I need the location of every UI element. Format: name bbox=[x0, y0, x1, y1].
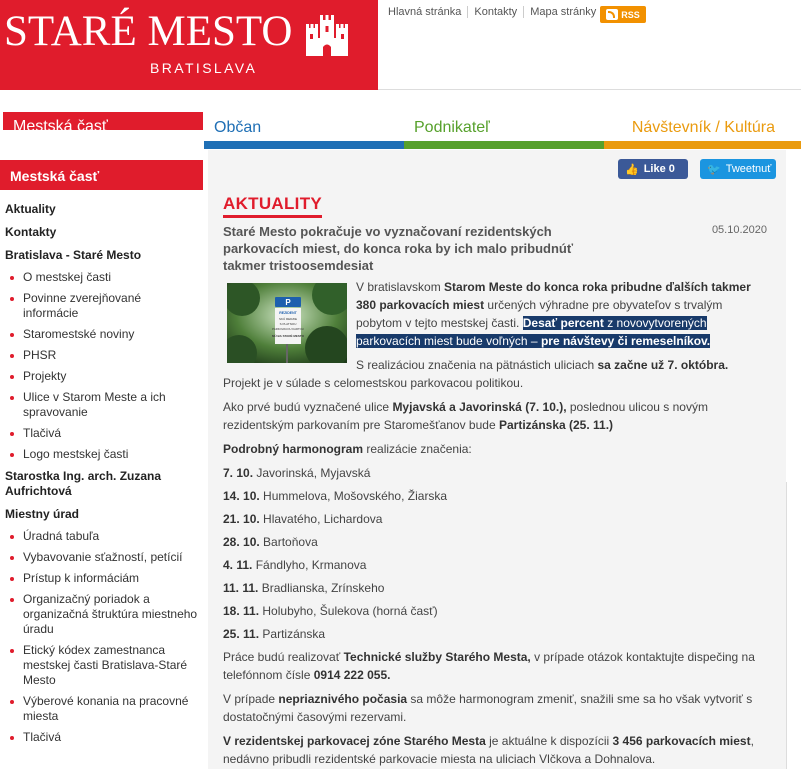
p7-bold-a: V rezidentskej parkovacej zóne Starého Mesta bbox=[223, 734, 486, 748]
p5-text-c: v prípade otázok kontaktujte dispečing na telefónnom čísle bbox=[223, 650, 755, 682]
p5-bold-b: Technické služby Starého Mesta, bbox=[343, 650, 531, 664]
p1-text-c: určených výhradne pre obyvateľov s trvalým pobytom v tejto mestskej časti. bbox=[356, 298, 723, 330]
schedule-streets: Javorinská, Myjavská bbox=[256, 466, 371, 480]
page-scrollbar[interactable] bbox=[786, 482, 801, 769]
sidebar-item-o-mestskej-casti[interactable]: O mestskej časti bbox=[0, 267, 203, 288]
schedule-streets: Hlavatého, Lichardova bbox=[263, 512, 383, 526]
schedule-date: 11. 11. bbox=[223, 581, 259, 595]
schedule-streets: Fándlyho, Krmanova bbox=[255, 558, 367, 572]
schedule-item bbox=[223, 579, 768, 597]
nav-item-obcan[interactable]: Občan bbox=[214, 119, 262, 136]
p7-bold-c: 3 456 parkovacích miest bbox=[612, 734, 751, 748]
article-paragraph-5 bbox=[223, 648, 768, 684]
sidebar-item-kontakty[interactable]: Kontakty bbox=[5, 225, 57, 239]
tweet-button[interactable] bbox=[700, 159, 776, 179]
tweet-label: Tweetnuť bbox=[725, 163, 772, 175]
schedule-date: 25. 11. bbox=[223, 627, 260, 641]
castle-icon bbox=[304, 14, 350, 58]
schedule-item bbox=[223, 625, 768, 643]
p3-bold-d: Partizánska (25. 11.) bbox=[498, 418, 614, 432]
nav-stripe-orange bbox=[604, 141, 801, 149]
schedule-streets: Bartoňova bbox=[263, 535, 318, 549]
sidebar-menu bbox=[0, 198, 203, 748]
p1-text-e: z novovytvorených parkovacích miest bude voľných – bbox=[356, 316, 707, 348]
nav-item-mestska-cast[interactable]: Mestská časť bbox=[3, 112, 203, 140]
top-link-sitemap[interactable]: Mapa stránky bbox=[530, 6, 597, 18]
twitter-bird-icon: 🐦 bbox=[707, 163, 721, 176]
schedule-item bbox=[223, 510, 768, 528]
nav-stripe-green bbox=[404, 141, 604, 149]
p4-bold-a: Podrobný harmonogram bbox=[223, 442, 364, 456]
top-link-home[interactable]: Hlavná stránka bbox=[382, 6, 468, 18]
schedule-streets: Holubyho, Šulekova (horná časť) bbox=[262, 604, 438, 618]
rss-icon bbox=[606, 9, 618, 20]
schedule-date: 7. 10. bbox=[223, 466, 254, 480]
sidebar-item-starostka[interactable]: Starostka Ing. arch. Zuzana Aufrichtová bbox=[5, 469, 162, 498]
schedule-item bbox=[223, 602, 768, 620]
sign-p-text: P bbox=[285, 298, 291, 307]
sidebar-item-povinne-informacie[interactable]: Povinne zverejňované informácie bbox=[0, 288, 203, 324]
schedule-streets: Bradlianska, Zrínskeho bbox=[261, 581, 385, 595]
schedule-date: 4. 11. bbox=[223, 558, 253, 572]
top-bar bbox=[378, 0, 801, 90]
schedule-streets: Hummelova, Mošovského, Žiarska bbox=[263, 489, 448, 503]
sidebar-item-aktuality[interactable]: Aktuality bbox=[5, 202, 56, 216]
schedule-item bbox=[223, 487, 768, 505]
p6-text-c: sa môže harmonogram zmeniť, snažili sme sa ho však vytvoriť s dostatočnými časovými rezervami. bbox=[223, 692, 753, 724]
p3-text-a: Ako prvé budú vyznačené ulice bbox=[223, 400, 393, 414]
sidebar-item-logo[interactable]: Logo mestskej časti bbox=[0, 444, 203, 465]
nav-item-navstevnik-kultura[interactable]: Návštevník / Kultúra bbox=[631, 119, 775, 136]
rss-label: RSS bbox=[621, 9, 640, 20]
p6-bold-b: nepriaznivého počasia bbox=[278, 692, 408, 706]
brand-logo[interactable] bbox=[0, 0, 378, 90]
sidebar-item-organizacny-poriadok[interactable]: Organizačný poriadok a organizačná štruktúra miestneho úradu bbox=[0, 589, 203, 640]
main-content bbox=[208, 150, 786, 769]
schedule-date: 28. 10. bbox=[223, 535, 260, 549]
sidebar-item-vyberove-konania[interactable]: Výberové konania na pracovné miesta bbox=[0, 691, 203, 727]
article-paragraph-2b: Projekt je v súlade s celomestskou parkovacou politikou. bbox=[223, 376, 524, 390]
sign-line-1: REZIDENT bbox=[279, 311, 297, 315]
schedule-date: 21. 10. bbox=[223, 512, 260, 526]
schedule-item bbox=[223, 533, 768, 551]
article-paragraph-1 bbox=[223, 278, 768, 350]
p1-bold-d: Desať percent bbox=[522, 316, 604, 330]
article-paragraph-2 bbox=[223, 356, 768, 374]
nav-item-podnikatel[interactable]: Podnikateľ bbox=[414, 119, 490, 136]
top-link-contacts[interactable]: Kontakty bbox=[468, 6, 524, 18]
p6-text-a: V prípade bbox=[223, 692, 279, 706]
p3-text-c: poslednou ulicou s novým rezidentským parkovaním pre Staromešťanov bude bbox=[223, 400, 708, 432]
facebook-like-label: Like 0 bbox=[643, 163, 675, 175]
sidebar-item-projekty[interactable]: Projekty bbox=[0, 366, 203, 387]
sidebar-item-uradna-tabula[interactable]: Úradná tabuľa bbox=[0, 526, 203, 547]
sidebar-item-tlaciva-2[interactable]: Tlačivá bbox=[0, 727, 203, 748]
sign-line-5: MÚ BA STARÉ MESTO bbox=[272, 334, 304, 338]
sidebar-item-pristup-k-informaciam[interactable]: Prístup k informáciám bbox=[0, 568, 203, 589]
sign-line-2: SKÚ REDZIE bbox=[278, 317, 298, 321]
article-title: Staré Mesto pokračuje vo vyznačovaní rezidentských parkovacích miest, do konca roka by ich malo pribudnúť takmer tristoosemdesiat bbox=[223, 224, 574, 273]
article-paragraph-3 bbox=[223, 398, 768, 434]
article-paragraph-4 bbox=[223, 440, 768, 458]
nav-stripe-blue bbox=[204, 141, 404, 149]
rss-button[interactable] bbox=[600, 6, 646, 23]
p2-bold-b: sa začne už 7. októbra. bbox=[597, 358, 729, 372]
p5-bold-d: 0914 222 055. bbox=[313, 668, 391, 682]
schedule-item bbox=[223, 464, 768, 482]
sidebar-item-staromestske-noviny[interactable]: Staromestské noviny bbox=[0, 324, 203, 345]
sidebar-item-phsr[interactable]: PHSR bbox=[0, 345, 203, 366]
thumbs-up-icon: 👍 bbox=[625, 163, 639, 176]
social-buttons bbox=[618, 159, 776, 179]
sign-line-4: PARKOVACOU KARTOU bbox=[272, 327, 304, 331]
schedule-date: 14. 10. bbox=[223, 489, 260, 503]
sidebar-item-eticky-kodex[interactable]: Etický kódex zamestnanca mestskej časti Bratislava-Staré Mesto bbox=[0, 640, 203, 691]
p7-text-b: je aktuálne k dispozícii bbox=[485, 734, 613, 748]
sidebar bbox=[0, 160, 203, 748]
schedule-list bbox=[223, 464, 768, 643]
site-header bbox=[0, 0, 801, 90]
p3-bold-b: Myjavská a Javorinská (7. 10.), bbox=[392, 400, 567, 414]
p5-text-a: Práce budú realizovať bbox=[223, 650, 344, 664]
article-date: 05.10.2020 bbox=[711, 224, 767, 236]
p1-text-a: V bratislavskom bbox=[356, 280, 445, 294]
article-body bbox=[223, 278, 768, 769]
p7-text-d: , nedávno pribudli rezidentské parkovacie miesta na uliciach Vlčkova a Dohnalova. bbox=[223, 734, 754, 766]
schedule-item bbox=[223, 556, 768, 574]
sidebar-item-staznosti[interactable]: Vybavovanie sťažností, petícií bbox=[0, 547, 203, 568]
p2-text-a: S realizáciou značenia na pätnástich uliciach bbox=[356, 358, 598, 372]
p1-bold-f: pre návštevy či remeselníkov. bbox=[540, 334, 711, 348]
brand-subtitle: BRATISLAVA bbox=[150, 60, 258, 76]
sign-line-3: S PLATNOU bbox=[279, 322, 297, 326]
sidebar-item-ulice[interactable]: Ulice v Starom Meste a ich spravovanie bbox=[0, 387, 203, 423]
p4-text-b: realizácie značenia: bbox=[363, 442, 472, 456]
brand-title: STARÉ MESTO bbox=[4, 8, 293, 55]
p1-bold-b: Starom Meste do konca roka pribudne ďalších takmer 380 parkovacích miest bbox=[356, 280, 751, 312]
sidebar-item-bratislava-stare-mesto[interactable]: Bratislava - Staré Mesto bbox=[5, 248, 142, 262]
schedule-streets: Partizánska bbox=[262, 627, 326, 641]
article-paragraph-7 bbox=[223, 732, 768, 768]
section-heading: AKTUALITY bbox=[223, 194, 322, 218]
facebook-like-button[interactable] bbox=[618, 159, 688, 179]
sidebar-heading: Mestská časť bbox=[0, 160, 203, 190]
top-links bbox=[382, 6, 602, 18]
sidebar-item-miestny-urad[interactable]: Miestny úrad bbox=[5, 507, 80, 521]
schedule-date: 18. 11. bbox=[223, 604, 260, 618]
sidebar-item-tlaciva[interactable]: Tlačivá bbox=[0, 423, 203, 444]
article-paragraph-6 bbox=[223, 690, 768, 726]
